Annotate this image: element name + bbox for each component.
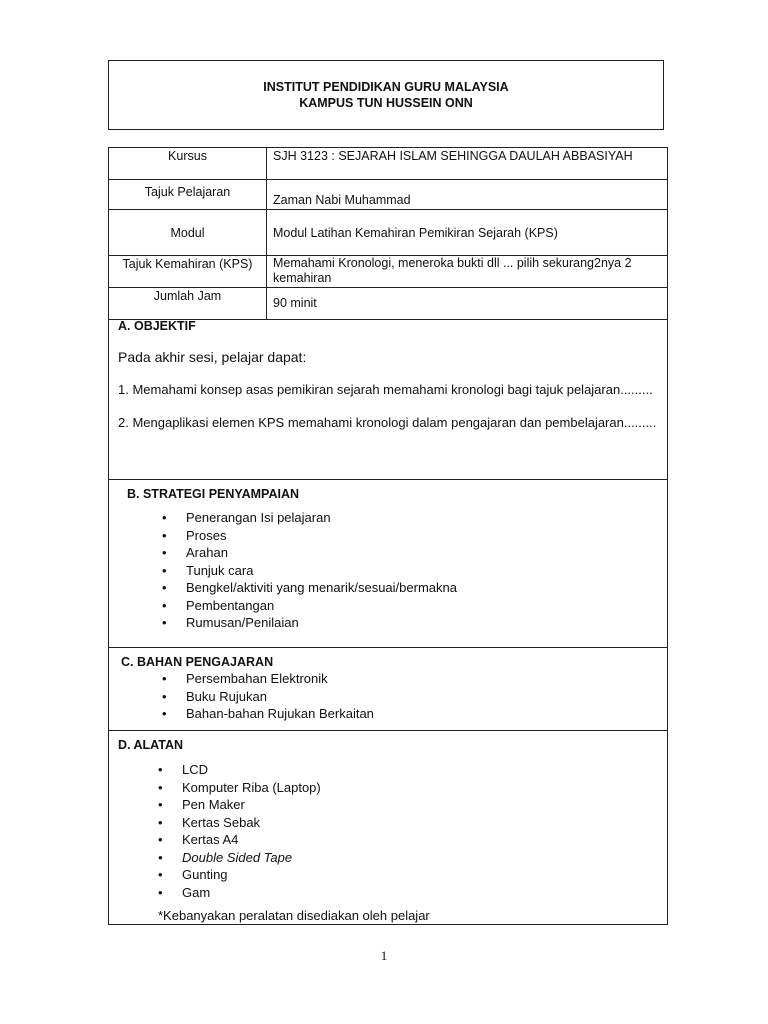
- tajuk-value: Zaman Nabi Muhammad: [267, 180, 668, 210]
- list-item: • Rumusan/Penilaian: [186, 614, 659, 632]
- page-number: 1: [380, 948, 388, 963]
- bahan-list: [186, 670, 659, 723]
- institute-name: INSTITUT PENDIDIKAN GURU MALAYSIA: [263, 80, 509, 94]
- table-row: [109, 180, 668, 210]
- list-item: • Tunjuk cara: [186, 562, 659, 580]
- alatan-list: [182, 761, 659, 901]
- modul-label: Modul: [109, 210, 267, 256]
- document-header: [108, 60, 664, 130]
- modul-value: Modul Latihan Kemahiran Pemikiran Sejarah (KPS): [267, 210, 668, 256]
- section-title: B. STRATEGI PENYAMPAIAN: [127, 487, 300, 501]
- table-row: [109, 148, 668, 180]
- list-item: • Persembahan Elektronik: [186, 670, 659, 688]
- objektif-section: [108, 318, 668, 480]
- kursus-value: SJH 3123 : SEJARAH ISLAM SEHINGGA DAULAH ABBASIYAH: [267, 148, 668, 180]
- table-row: [109, 256, 668, 288]
- table-row: [109, 210, 668, 256]
- strategi-list: [186, 509, 659, 632]
- list-item: • Kertas A4: [182, 831, 659, 849]
- list-item: • Penerangan Isi pelajaran: [186, 509, 659, 527]
- jam-value: 90 minit: [267, 288, 668, 320]
- list-item: • Bengkel/aktiviti yang menarik/sesuai/bermakna: [186, 579, 659, 597]
- alatan-note: *Kebanyakan peralatan disediakan oleh pelajar: [158, 908, 430, 923]
- list-item: • LCD: [182, 761, 659, 779]
- list-item: • Gunting: [182, 866, 659, 884]
- strategi-section: [108, 480, 668, 648]
- list-item: • Pen Maker: [182, 796, 659, 814]
- list-item: • Komputer Riba (Laptop): [182, 779, 659, 797]
- list-item: • Arahan: [186, 544, 659, 562]
- kursus-label: Kursus: [109, 148, 267, 180]
- objektif-intro: Pada akhir sesi, pelajar dapat:: [118, 349, 307, 365]
- list-item: • Pembentangan: [186, 597, 659, 615]
- kemahiran-label: Tajuk Kemahiran (KPS): [109, 256, 267, 288]
- kemahiran-value: Memahami Kronologi, meneroka bukti dll ... pilih sekurang2nya 2 kemahiran: [267, 256, 668, 288]
- jam-label: Jumlah Jam: [109, 288, 267, 320]
- section-title: A. OBJEKTIF: [118, 319, 196, 333]
- bahan-section: [108, 648, 668, 731]
- section-title: D. ALATAN: [118, 738, 184, 752]
- course-info-table: [108, 147, 668, 320]
- list-item: • Buku Rujukan: [186, 688, 659, 706]
- list-item: • Proses: [186, 527, 659, 545]
- campus-name: KAMPUS TUN HUSSEIN ONN: [299, 96, 473, 110]
- list-item: • Gam: [182, 884, 659, 902]
- list-item: • Double Sided Tape: [182, 849, 659, 867]
- list-item: • Bahan-bahan Rujukan Berkaitan: [186, 705, 659, 723]
- table-row: [109, 288, 668, 320]
- objektif-item-1: 1. Memahami konsep asas pemikiran sejarah memahami kronologi bagi tajuk pelajaran.........: [118, 382, 653, 397]
- tajuk-label: Tajuk Pelajaran: [109, 180, 267, 210]
- alatan-section: [108, 731, 668, 925]
- list-item: • Kertas Sebak: [182, 814, 659, 832]
- section-title: C. BAHAN PENGAJARAN: [121, 655, 274, 669]
- objektif-item-2: 2. Mengaplikasi elemen KPS memahami kronologi dalam pengajaran dan pembelajaran.........: [118, 415, 657, 430]
